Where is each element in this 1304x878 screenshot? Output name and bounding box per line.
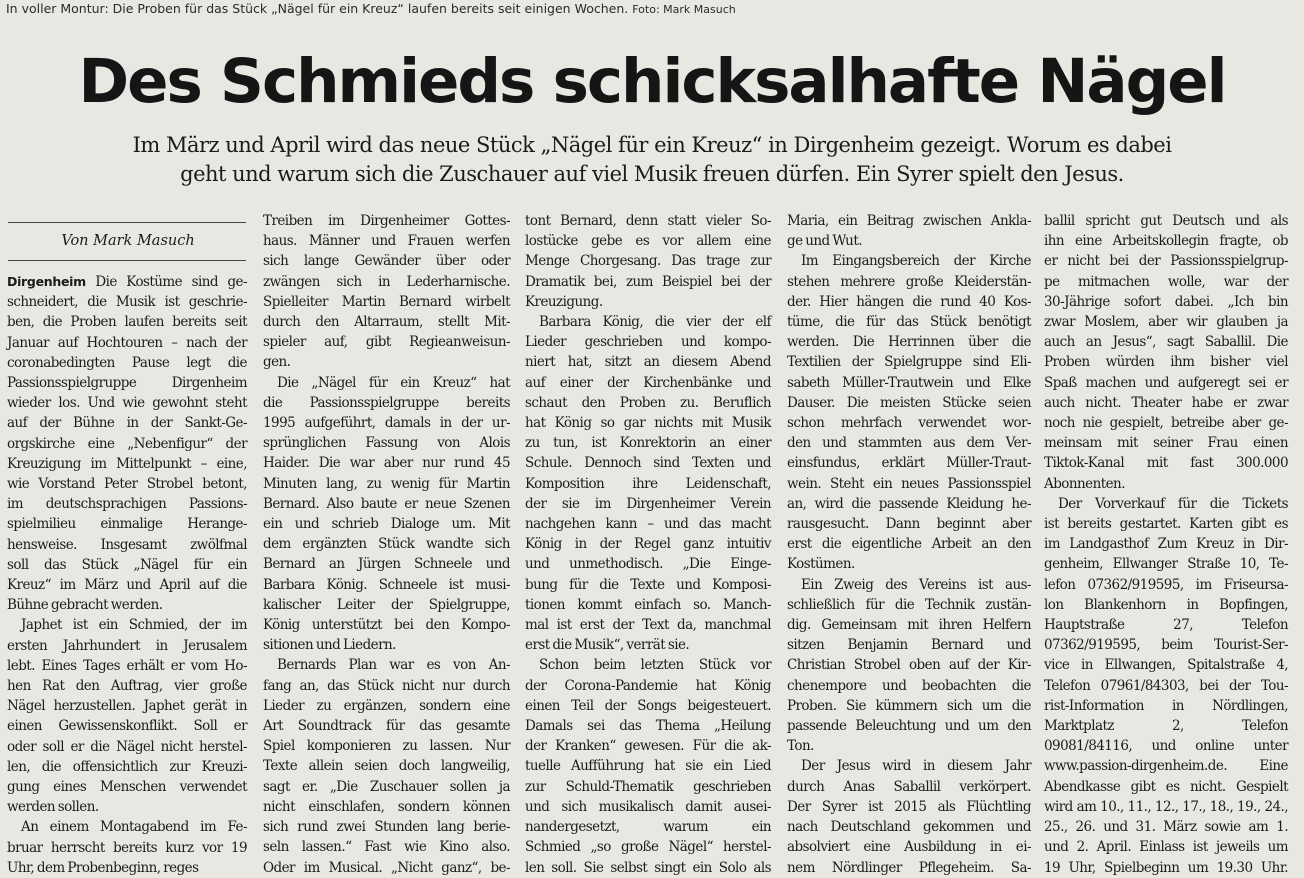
article-line: Die „Nägel für ein Kreuz“ hat — [277, 374, 510, 391]
article-line: tüme, die für das Stück benötigt — [787, 314, 1031, 331]
article-line: Proben. Sie kümmern sich um die — [787, 697, 1031, 714]
article-line: spielmilieu einmalige Herange- — [7, 516, 247, 533]
article-line: sich lange Gewänder über oder — [263, 253, 510, 270]
article-line: erst die eigentliche Arbeit an den — [787, 536, 1031, 553]
article-column-5 — [1044, 211, 1288, 876]
article-line: 30-Jährige sofort dabei. „Ich bin — [1044, 293, 1288, 310]
article-line: nem Nördlinger Pflegeheim. Sa- — [787, 859, 1031, 876]
article-line: An einem Montagabend im Fe- — [21, 819, 247, 836]
article-line: Treiben im Dirgenheimer Gottes- — [263, 213, 510, 229]
article-line: coronabedingten Pause legt die — [7, 354, 247, 371]
article-line: die Passionsspielgruppe bereits — [263, 394, 510, 411]
article-line: Spielleiter Martin Bernard wirbelt — [263, 293, 510, 310]
article-line-text: Die Kostüme sind ge- — [85, 274, 247, 290]
article-line: sagt er. „Die Zuschauer sollen ja — [263, 778, 510, 795]
article-line: 19 Uhr, Spielbeginn um 19.30 Uhr. — [1044, 859, 1288, 876]
article-line: rist-Information in Nördlingen, — [1044, 697, 1288, 714]
article-line: Komposition ihre Leidenschaft, — [525, 475, 771, 492]
article-line: nach Deutschland gekommen und — [787, 819, 1031, 836]
article-line: ein und schrieb Dialoge um. Mit — [263, 516, 510, 533]
article-line: sitzen Benjamin Bernard und — [787, 637, 1031, 654]
article-line: Marktplatz 2, Telefon — [1044, 718, 1288, 735]
article-line: und sich musikalisch damit ausei- — [525, 798, 771, 815]
article-line: chenempore und beobachten die — [787, 677, 1031, 694]
article-column-1 — [7, 272, 247, 876]
article-line: soll das Stück „Nägel für ein — [7, 556, 247, 573]
article-line: Schule. Dennoch sind Texten und — [525, 455, 771, 472]
article-line: schaut den Proben zu. Beruflich — [525, 394, 771, 411]
subheadline-line: geht und warum sich die Zuschauer auf viel Musik freuen dürfen. Ein Syrer spielt den Jesus. — [180, 162, 1124, 186]
article-line: Texte allein seien doch langweilig, — [263, 758, 510, 775]
article-line: wie Vorstand Peter Strobel betont, — [7, 476, 247, 493]
article-line: lon Blankenhorn in Bopfingen, — [1044, 596, 1288, 613]
article-line: bruar herrscht bereits kurz vor 19 — [7, 839, 247, 856]
article-line: ballil spricht gut Deutsch und als — [1044, 213, 1288, 229]
article-line: Der Syrer ist 2015 als Flüchtling — [787, 798, 1031, 815]
article-line: einsfundus, erklärt Müller-Traut- — [787, 455, 1031, 472]
article-line: werden sollen. — [7, 799, 99, 816]
byline-bottom-rule — [8, 260, 246, 261]
article-line: Kreuzigung im Mittelpunkt – eine, — [7, 455, 247, 472]
article-line: sich rund zwei Stunden lang berie- — [263, 819, 510, 836]
article-line: der sie im Dirgenheimer Verein — [525, 495, 771, 512]
article-line: ben, die Proben laufen bereits seit — [7, 314, 247, 331]
article-line: rausgesucht. Dann beginnt aber — [787, 516, 1031, 533]
article-line: Schmied „so große Nägel“ herstel- — [525, 839, 771, 856]
article-line: Barbara König. Schneele ist musi- — [263, 576, 510, 593]
article-line: seln lassen.“ Fast wie Kino also. — [263, 839, 510, 856]
article-line: passende Beleuchtung und um den — [787, 718, 1031, 735]
article-line: len, die offensichtlich zur Kreuzi- — [7, 758, 247, 775]
article-line: dem ergänzten Stück wandte sich — [263, 536, 510, 553]
article-line: Kreuz“ im März und April auf die — [7, 577, 247, 594]
article-line: absolviert eine Ausbildung in ei- — [787, 839, 1031, 856]
article-line: wird am 10., 11., 12., 17., 18., 19., 24., — [1044, 798, 1288, 815]
article-line: Barbara König, die vier der elf — [539, 314, 771, 331]
article-line: tionen kommt einfach so. Manch- — [525, 596, 771, 613]
article-line: Menge Chorgesang. Das trage zur — [525, 253, 771, 270]
article-line: Minuten lang, zu wenig für Martin — [263, 475, 510, 492]
article-line: Japhet ist ein Schmied, der im — [21, 617, 247, 634]
article-line: Dauser. Die meisten Stücke seien — [787, 394, 1031, 411]
article-line: der Kranken“ gewesen. Für die ak- — [525, 738, 771, 755]
article-line: schneidert, die Musik ist geschrie- — [7, 294, 247, 311]
article-line: Damals sei das Thema „Heilung — [525, 718, 771, 735]
article-line: Tiktok-Kanal mit fast 300.000 — [1044, 455, 1288, 472]
article-line: Proben würden ihm bisher viel — [1044, 354, 1288, 371]
article-line: Telefon 07961/84303, bei der Tou- — [1044, 677, 1288, 694]
article-line: Bernard an Jürgen Schneele und — [263, 556, 510, 573]
article-line: Kostümen. — [787, 556, 855, 573]
article-line: Bernards Plan war es von An- — [277, 657, 510, 674]
article-line: zwängen sich in Lederharnische. — [263, 273, 510, 290]
dateline: Dirgenheim — [7, 274, 86, 289]
article-line: lebt. Eines Tages erhält er vom Ho- — [7, 657, 247, 674]
article-line: zwar Moslem, aber wir glauben ja — [1044, 314, 1288, 331]
article-line: gung eines Menschen verwendet — [7, 779, 247, 796]
article-line: dig. Gemeinsam mit ihren Helfern — [787, 617, 1031, 634]
article-line: 1995 aufgeführt, damals in der ur- — [263, 415, 510, 432]
article-line: Lieder zu ergänzen, sondern eine — [263, 697, 510, 714]
article-line: durch den Altarraum, stellt Mit- — [263, 314, 510, 331]
headline: Des Schmieds schicksalhafte Nägel — [78, 46, 1226, 117]
article-line: 09081/84116, und online unter — [1044, 738, 1288, 755]
article-line: Bernard. Also baute er neue Szenen — [263, 495, 510, 512]
caption-text: In voller Montur: Die Proben für das Stück „Nägel für ein Kreuz“ laufen bereits seit einigen Wochen. — [6, 1, 629, 16]
article-line: schließlich für die Technik zustän- — [787, 596, 1031, 613]
article-line: oder soll er die Nägel nicht herstel- — [7, 738, 247, 755]
article-line: pe mitmachen wolle, war der — [1044, 273, 1288, 290]
article-line: gen. — [263, 354, 291, 371]
article-line: auf einer der Kirchenbänke und — [525, 374, 771, 391]
article-line: hensweise. Insgesamt zwölfmal — [7, 536, 247, 553]
article-line: Maria, ein Beitrag zwischen Ankla- — [787, 213, 1031, 229]
article-line: haus. Männer und Frauen werfen — [263, 233, 510, 250]
article-line: Lieder geschrieben und kompo- — [525, 334, 771, 351]
article-line: sabeth Müller-Trautwein und Elke — [787, 374, 1031, 391]
article-line: bung für die Texte und Komposi- — [525, 576, 771, 593]
article-line: 07362/919595, beim Tourist-Ser- — [1044, 637, 1288, 654]
photo-credit: Foto: Mark Masuch — [632, 3, 736, 16]
byline-top-rule — [8, 222, 246, 223]
article-line: sitionen und Liedern. — [263, 637, 396, 654]
article-line: Ton. — [787, 738, 814, 755]
article-line: zur Schuld-Thematik geschrieben — [525, 778, 771, 795]
article-line: König unterstützt bei den Kompo- — [263, 617, 510, 634]
article-line: Der Jesus wird in diesem Jahr — [801, 758, 1031, 775]
article-line: und unmethodisch. „Die Einge- — [525, 556, 771, 573]
article-line: Textilien der Spielgruppe sind Eli- — [787, 354, 1031, 371]
article-line: nicht einschlafen, sondern können — [263, 798, 510, 815]
article-line: einen Gewissenskonflikt. Soll er — [7, 718, 247, 735]
photo-caption — [6, 1, 736, 18]
article-line: Januar auf Hochtouren – nach der — [7, 334, 247, 351]
article-line: und 2. April. Einlass ist jeweils um — [1044, 839, 1288, 856]
article-line: schon mehrfach verwendet wor- — [787, 415, 1031, 432]
article-line: im deutschsprachigen Passions- — [7, 496, 247, 513]
article-line: noch nie gespielt, betreibe aber ge- — [1044, 415, 1288, 432]
article-line: vice in Ellwangen, Spitalstraße 4, — [1044, 657, 1288, 674]
article-line: sprünglichen Fassung von Alois — [263, 435, 510, 452]
article-column-4 — [787, 211, 1031, 876]
article-line: der. Hier hängen die rund 40 Kos- — [787, 293, 1031, 310]
article-line: Dramatik bei, zum Beispiel bei der — [525, 273, 771, 290]
article-line: tuelle Aufführung hat sie ein Lied — [525, 758, 771, 775]
article-line: ge und Wut. — [787, 233, 862, 250]
article-line: Schon beim letzten Stück vor — [539, 657, 771, 674]
article-line: Ein Zweig des Vereins ist aus- — [801, 576, 1031, 593]
article-line: fang an, das Stück nicht nur durch — [263, 677, 510, 694]
article-line: 25., 26. und 31. März sowie am 1. — [1044, 819, 1288, 836]
article-line: spieler auf, gibt Regieanweisun- — [263, 334, 510, 351]
article-line: auf der Bühne in der Sankt-Ge- — [7, 415, 247, 432]
article-line: den und stammten aus dem Ver- — [787, 435, 1031, 452]
article-line: zu tun, ist Konrektorin an einer — [525, 435, 771, 452]
article-line: hen Rat den Auftrag, vier große — [7, 678, 247, 695]
subheadline-line: Im März und April wird das neue Stück „Nägel für ein Kreuz“ in Dirgenheim gezeigt. Worum es dabei — [132, 133, 1172, 157]
article-line: Nägel herzustellen. Japhet gerät in — [7, 698, 247, 715]
article-line: König in der Regel ganz intuitiv — [525, 536, 771, 553]
article-line: Spiel komponieren zu lassen. Nur — [263, 738, 510, 755]
subheadline — [70, 131, 1234, 189]
article-line: lostücke gebe es vor allem eine — [525, 233, 771, 250]
article-line: hat König so gar nichts mit Musik — [525, 415, 771, 432]
article-line: im Landgasthof Zum Kreuz in Dir- — [1044, 536, 1288, 553]
article-line: an, wird die passende Kleidung he- — [787, 495, 1031, 512]
article-line: Passionsspielgruppe Dirgenheim — [7, 375, 247, 392]
article-line: ihn eine Arbeitskollegin fragte, ob — [1044, 233, 1288, 250]
article-line: orgskirche eine „Nebenfigur“ der — [7, 435, 247, 452]
article-line: Im Eingangsbereich der Kirche — [801, 253, 1031, 270]
article-line: durch Anas Saballil verkörpert. — [787, 778, 1031, 795]
article-line: Haider. Die war aber nur rund 45 — [263, 455, 510, 472]
byline: Von Mark Masuch — [61, 233, 195, 249]
article-line: Hauptstraße 27, Telefon — [1044, 617, 1288, 634]
article-line: Bühne gebracht werden. — [7, 597, 163, 614]
article-line: ist bereits gestartet. Karten gibt es — [1044, 516, 1288, 533]
article-line: Der Vorverkauf für die Tickets — [1058, 495, 1288, 512]
article-line: tont Bernard, denn statt vieler So- — [525, 213, 771, 229]
article-line: werden. Die Herrinnen über die — [787, 334, 1031, 351]
article-line: niert hat, sitzt an diesem Abend — [525, 354, 771, 371]
article-line: Abendkasse gibt es nicht. Gespielt — [1044, 778, 1288, 795]
article-line: er nicht bei der Passionsspielgrup- — [1044, 253, 1288, 270]
article-line: kalischer Leiter der Spielgruppe, — [263, 596, 510, 613]
article-line: wein. Steht ein neues Passionsspiel — [787, 475, 1031, 492]
article-line: einen Teil der Songs beigesteuert. — [525, 697, 771, 714]
article-line: nandergesetzt, warum ein — [525, 819, 771, 836]
article-line: genheim, Ellwanger Straße 10, Te- — [1044, 556, 1288, 573]
article-line: Uhr, dem Probenbeginn, reges — [7, 859, 199, 876]
article-line: www.passion-dirgenheim.de. Eine — [1044, 758, 1288, 775]
article-line: auch nicht. Theater habe er zwar — [1044, 394, 1288, 411]
article-line: Oder im Musical. „Nicht ganz“, be- — [263, 859, 510, 876]
article-column-2 — [263, 211, 510, 876]
article-line: lefon 07362/919595, im Friseursa- — [1044, 576, 1288, 593]
article-line: erst die Musik“, verrät sie. — [525, 637, 690, 654]
article-column-3 — [525, 211, 771, 876]
article-line: auch an Jesus“, sagt Saballil. Die — [1044, 334, 1288, 351]
article-line — [7, 272, 247, 292]
article-line: Abonnenten. — [1044, 475, 1125, 492]
article-line: wieder los. Und wie gewohnt steht — [7, 395, 247, 412]
article-line: stehen mehrere große Kleiderstän- — [787, 273, 1031, 290]
article-line: Kreuzigung. — [525, 293, 603, 310]
article-line: Christian Strobel oben auf der Kir- — [787, 657, 1031, 674]
article-line: nachgehen kann – und das macht — [525, 516, 771, 533]
article-line: Spaß machen und aufgeregt sei er — [1044, 374, 1288, 391]
article-line: ersten Jahrhundert in Jerusalem — [7, 637, 247, 654]
article-line: mal ist erst der Text da, manchmal — [525, 617, 771, 634]
article-line: Art Soundtrack für das gesamte — [263, 718, 510, 735]
article-line: meinsam mit seiner Frau einen — [1044, 435, 1288, 452]
article-line: len soll. Sie selbst singt ein Solo als — [525, 859, 771, 876]
article-line: der Corona-Pandemie hat König — [525, 677, 771, 694]
